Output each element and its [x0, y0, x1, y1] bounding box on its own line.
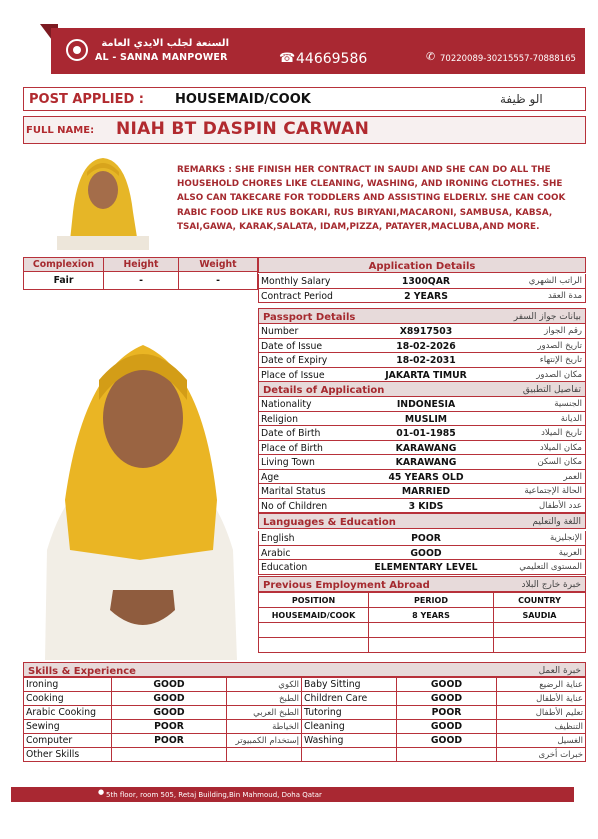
full-name-value: NIAH BT DASPIN CARWAN — [116, 119, 370, 139]
employment-period: 8 YEARS — [369, 608, 494, 623]
field-value: 3 KIDS — [408, 500, 444, 512]
employment-section-title-arabic: خبرة خارج البلاد — [521, 580, 581, 590]
company-phone: 44669586 — [296, 51, 368, 67]
skill-name-arabic: الكوي — [227, 678, 302, 692]
skills-section-title: Skills & Experience — [28, 666, 136, 677]
skill-name-arabic: الطبخ العربي — [227, 706, 302, 720]
skill-name-arabic: عناية الرضيع — [497, 678, 586, 692]
passport-section-header — [258, 308, 586, 324]
field-value: KARAWANG — [395, 442, 457, 454]
telephone-icon: ☎ — [279, 51, 296, 66]
field-value: 18-02-2031 — [396, 355, 456, 366]
skill-level: POOR — [397, 706, 497, 720]
skill-name: Baby Sitting — [302, 678, 397, 692]
list-item — [258, 546, 586, 561]
skill-level: POOR — [112, 734, 227, 748]
position-header: POSITION — [259, 593, 369, 608]
field-label-arabic: تاريخ الإنتهاء — [539, 355, 582, 365]
list-item — [258, 470, 586, 485]
details-section-header — [258, 381, 586, 397]
field-value: MARRIED — [401, 486, 451, 497]
table-row — [24, 692, 586, 706]
field-value: X8917503 — [399, 326, 453, 337]
field-label-arabic: تاريخ الصدور — [537, 340, 582, 351]
employment-position: HOUSEMAID/COOK — [259, 608, 369, 623]
skill-level: GOOD — [397, 734, 497, 748]
other-skills-label-arabic: خبرات أخرى — [497, 748, 586, 762]
skill-name-arabic: عناية الأطفال — [497, 692, 586, 706]
post-applied-value: HOUSEMAID/COOK — [175, 92, 311, 107]
employment-table — [258, 592, 586, 653]
field-value: JAKARTA TIMUR — [385, 369, 467, 381]
field-value: 2 YEARS — [404, 290, 448, 302]
field-value: 18-02-2026 — [396, 340, 456, 352]
skill-name: Sewing — [24, 720, 112, 734]
height-header: Height — [104, 258, 179, 272]
field-label-arabic: الراتب الشهري — [528, 276, 582, 286]
table-row — [24, 720, 586, 734]
physical-table — [23, 257, 258, 290]
height-value: - — [104, 272, 179, 290]
applicant-full-photo — [25, 300, 255, 660]
passport-section-title: Passport Details — [263, 312, 356, 323]
other-skills-label: Other Skills — [24, 748, 112, 762]
field-label: Date of Issue — [261, 340, 323, 352]
full-name-label: FULL NAME: — [26, 125, 95, 136]
skill-name: Computer — [24, 734, 112, 748]
skill-name: Arabic Cooking — [24, 706, 112, 720]
list-item — [258, 412, 586, 427]
post-applied-label: POST APPLIED : — [29, 92, 144, 107]
company-logo-icon — [66, 39, 88, 61]
skill-name: Ironing — [24, 678, 112, 692]
employment-country: SAUDIA — [494, 608, 586, 623]
application-details-header — [258, 257, 586, 273]
list-item — [258, 368, 586, 383]
company-name: AL - SANNA MANPOWER — [95, 52, 228, 63]
table-row — [259, 608, 586, 623]
field-label: Education — [261, 562, 308, 573]
skill-name-arabic: إستخدام الكمبيوتر — [227, 734, 302, 748]
skill-level: GOOD — [112, 678, 227, 692]
skill-level: POOR — [112, 720, 227, 734]
passport-section-title-arabic: بيانات جواز السفر — [513, 312, 581, 322]
field-label-arabic: تاريخ الميلاد — [541, 428, 582, 438]
complexion-value: Fair — [24, 272, 104, 290]
field-label-arabic: مكان الميلاد — [539, 442, 582, 453]
field-value: POOR — [411, 533, 441, 544]
field-label-arabic: الحالة الإجتماعية — [524, 486, 582, 496]
application-details-title: Application Details — [368, 261, 476, 272]
field-label: Arabic — [261, 547, 291, 559]
mobile-icon: ✆ — [426, 50, 436, 63]
skill-name-arabic: الطبخ — [227, 692, 302, 706]
field-value: ELEMENTARY LEVEL — [374, 562, 478, 573]
weight-value: - — [179, 272, 258, 290]
field-label: Date of Expiry — [261, 355, 328, 366]
field-value: 01-01-1985 — [396, 428, 456, 439]
table-row — [259, 623, 586, 638]
field-label-arabic: رقم الجواز — [544, 326, 582, 336]
applicant-thumbnail-photo — [43, 150, 163, 250]
table-row — [24, 706, 586, 720]
country-header: COUNTRY — [494, 593, 586, 608]
field-value: MUSLIM — [404, 413, 448, 425]
employment-section-title: Previous Employment Abroad — [263, 580, 430, 591]
field-label: Nationality — [261, 399, 312, 410]
skill-name: Cleaning — [302, 720, 397, 734]
location-pin-icon: ● — [98, 788, 105, 796]
field-label-arabic: العمر — [563, 471, 582, 482]
skill-name: Washing — [302, 734, 397, 748]
skills-table — [23, 677, 586, 762]
field-label-arabic: المستوى التعليمي — [519, 562, 582, 572]
table-row — [24, 678, 586, 692]
languages-section-title: Languages & Education — [263, 517, 396, 528]
table-row — [24, 748, 586, 762]
skills-section-header — [23, 662, 586, 677]
list-item — [258, 531, 586, 546]
field-value: GOOD — [410, 547, 442, 559]
complexion-header: Complexion — [24, 258, 104, 272]
field-label-arabic: مدة العقد — [548, 290, 582, 301]
post-applied-label-arabic: الو ظيفة — [500, 92, 543, 106]
skill-name: Cooking — [24, 692, 112, 706]
list-item — [258, 339, 586, 354]
skill-name: Tutoring — [302, 706, 397, 720]
field-label: Living Town — [261, 457, 315, 468]
footer-address: 5th floor, room 505, Retaj Building,Bin Mahmoud, Doha Qatar — [106, 791, 322, 799]
list-item — [258, 274, 586, 289]
field-label: Date of Birth — [261, 428, 321, 439]
details-section-title: Details of Application — [263, 385, 385, 396]
field-label-arabic: العربية — [558, 547, 582, 558]
list-item — [258, 289, 586, 304]
weight-header: Weight — [179, 258, 258, 272]
field-label-arabic: الإنجليزية — [549, 533, 582, 543]
skill-name-arabic: تعليم الأطفال — [497, 706, 586, 720]
list-item — [258, 441, 586, 456]
skill-level: GOOD — [112, 692, 227, 706]
field-label-arabic: مكان الصدور — [536, 369, 582, 380]
skill-name-arabic: الخياطة — [227, 720, 302, 734]
skills-section-title-arabic: خبرة العمل — [538, 666, 581, 676]
list-item — [258, 324, 586, 339]
field-label: No of Children — [261, 500, 328, 512]
list-item — [258, 426, 586, 441]
employment-section-header — [258, 576, 586, 592]
skill-name: Children Care — [302, 692, 397, 706]
languages-section-header — [258, 513, 586, 529]
remarks-text: REMARKS : SHE FINISH HER CONTRACT IN SAUDI AND SHE CAN DO ALL THE HOUSEHOLD CHORES LIKE CLEANING, WASHING, AND IRONING CLOTHES. SHE ALSO CAN TAKECARE FOR TODDLERS AND ASSISTING ELDERLY. SHE CAN COOK RABIC FOOD LIKE RUS BOKARI, RUS BIRYANI,MACARONI, SAMBUSA, KABSA, TSAI,GAWA, KARAK,SALATA, IDAM,PIZZA, PATAYER,MACLUBA,AND MORE. — [177, 165, 566, 232]
skill-level: GOOD — [397, 720, 497, 734]
field-label: Number — [261, 326, 299, 337]
field-label: Age — [261, 471, 279, 483]
field-label: Monthly Salary — [261, 276, 331, 287]
field-label: Religion — [261, 413, 298, 425]
list-item — [258, 397, 586, 412]
skill-name-arabic: الغسيل — [497, 734, 586, 748]
field-value: KARAWANG — [395, 457, 457, 468]
languages-section-title-arabic: اللغة والتعليم — [532, 517, 581, 527]
details-section-title-arabic: تفاصيل التطبيق — [522, 385, 581, 395]
skill-name-arabic: التنظيف — [497, 720, 586, 734]
period-header: PERIOD — [369, 593, 494, 608]
field-value: 45 YEARS OLD — [388, 471, 464, 483]
field-label-arabic: مكان السكن — [537, 457, 582, 467]
skill-level: GOOD — [112, 706, 227, 720]
field-label-arabic: الديانة — [560, 413, 582, 424]
table-row — [24, 734, 586, 748]
field-label-arabic: الجنسية — [554, 399, 582, 409]
field-value: INDONESIA — [396, 399, 456, 410]
field-label: Place of Birth — [261, 442, 323, 454]
company-name-arabic: السنعة لجلب الايدي العامة — [101, 38, 229, 49]
list-item — [258, 499, 586, 514]
field-label: Marital Status — [261, 486, 326, 497]
field-label: Contract Period — [261, 290, 333, 302]
field-value: 1300QAR — [401, 276, 451, 287]
field-label: English — [261, 533, 295, 544]
list-item — [258, 560, 586, 575]
table-row — [259, 638, 586, 653]
company-mobiles: 70220089-30215557-70888165 — [440, 54, 576, 64]
skill-level: GOOD — [397, 678, 497, 692]
field-label: Place of Issue — [261, 369, 325, 381]
list-item — [258, 353, 586, 368]
list-item — [258, 484, 586, 499]
skill-level: GOOD — [397, 692, 497, 706]
field-label-arabic: عدد الأطفال — [538, 500, 582, 511]
list-item — [258, 455, 586, 470]
